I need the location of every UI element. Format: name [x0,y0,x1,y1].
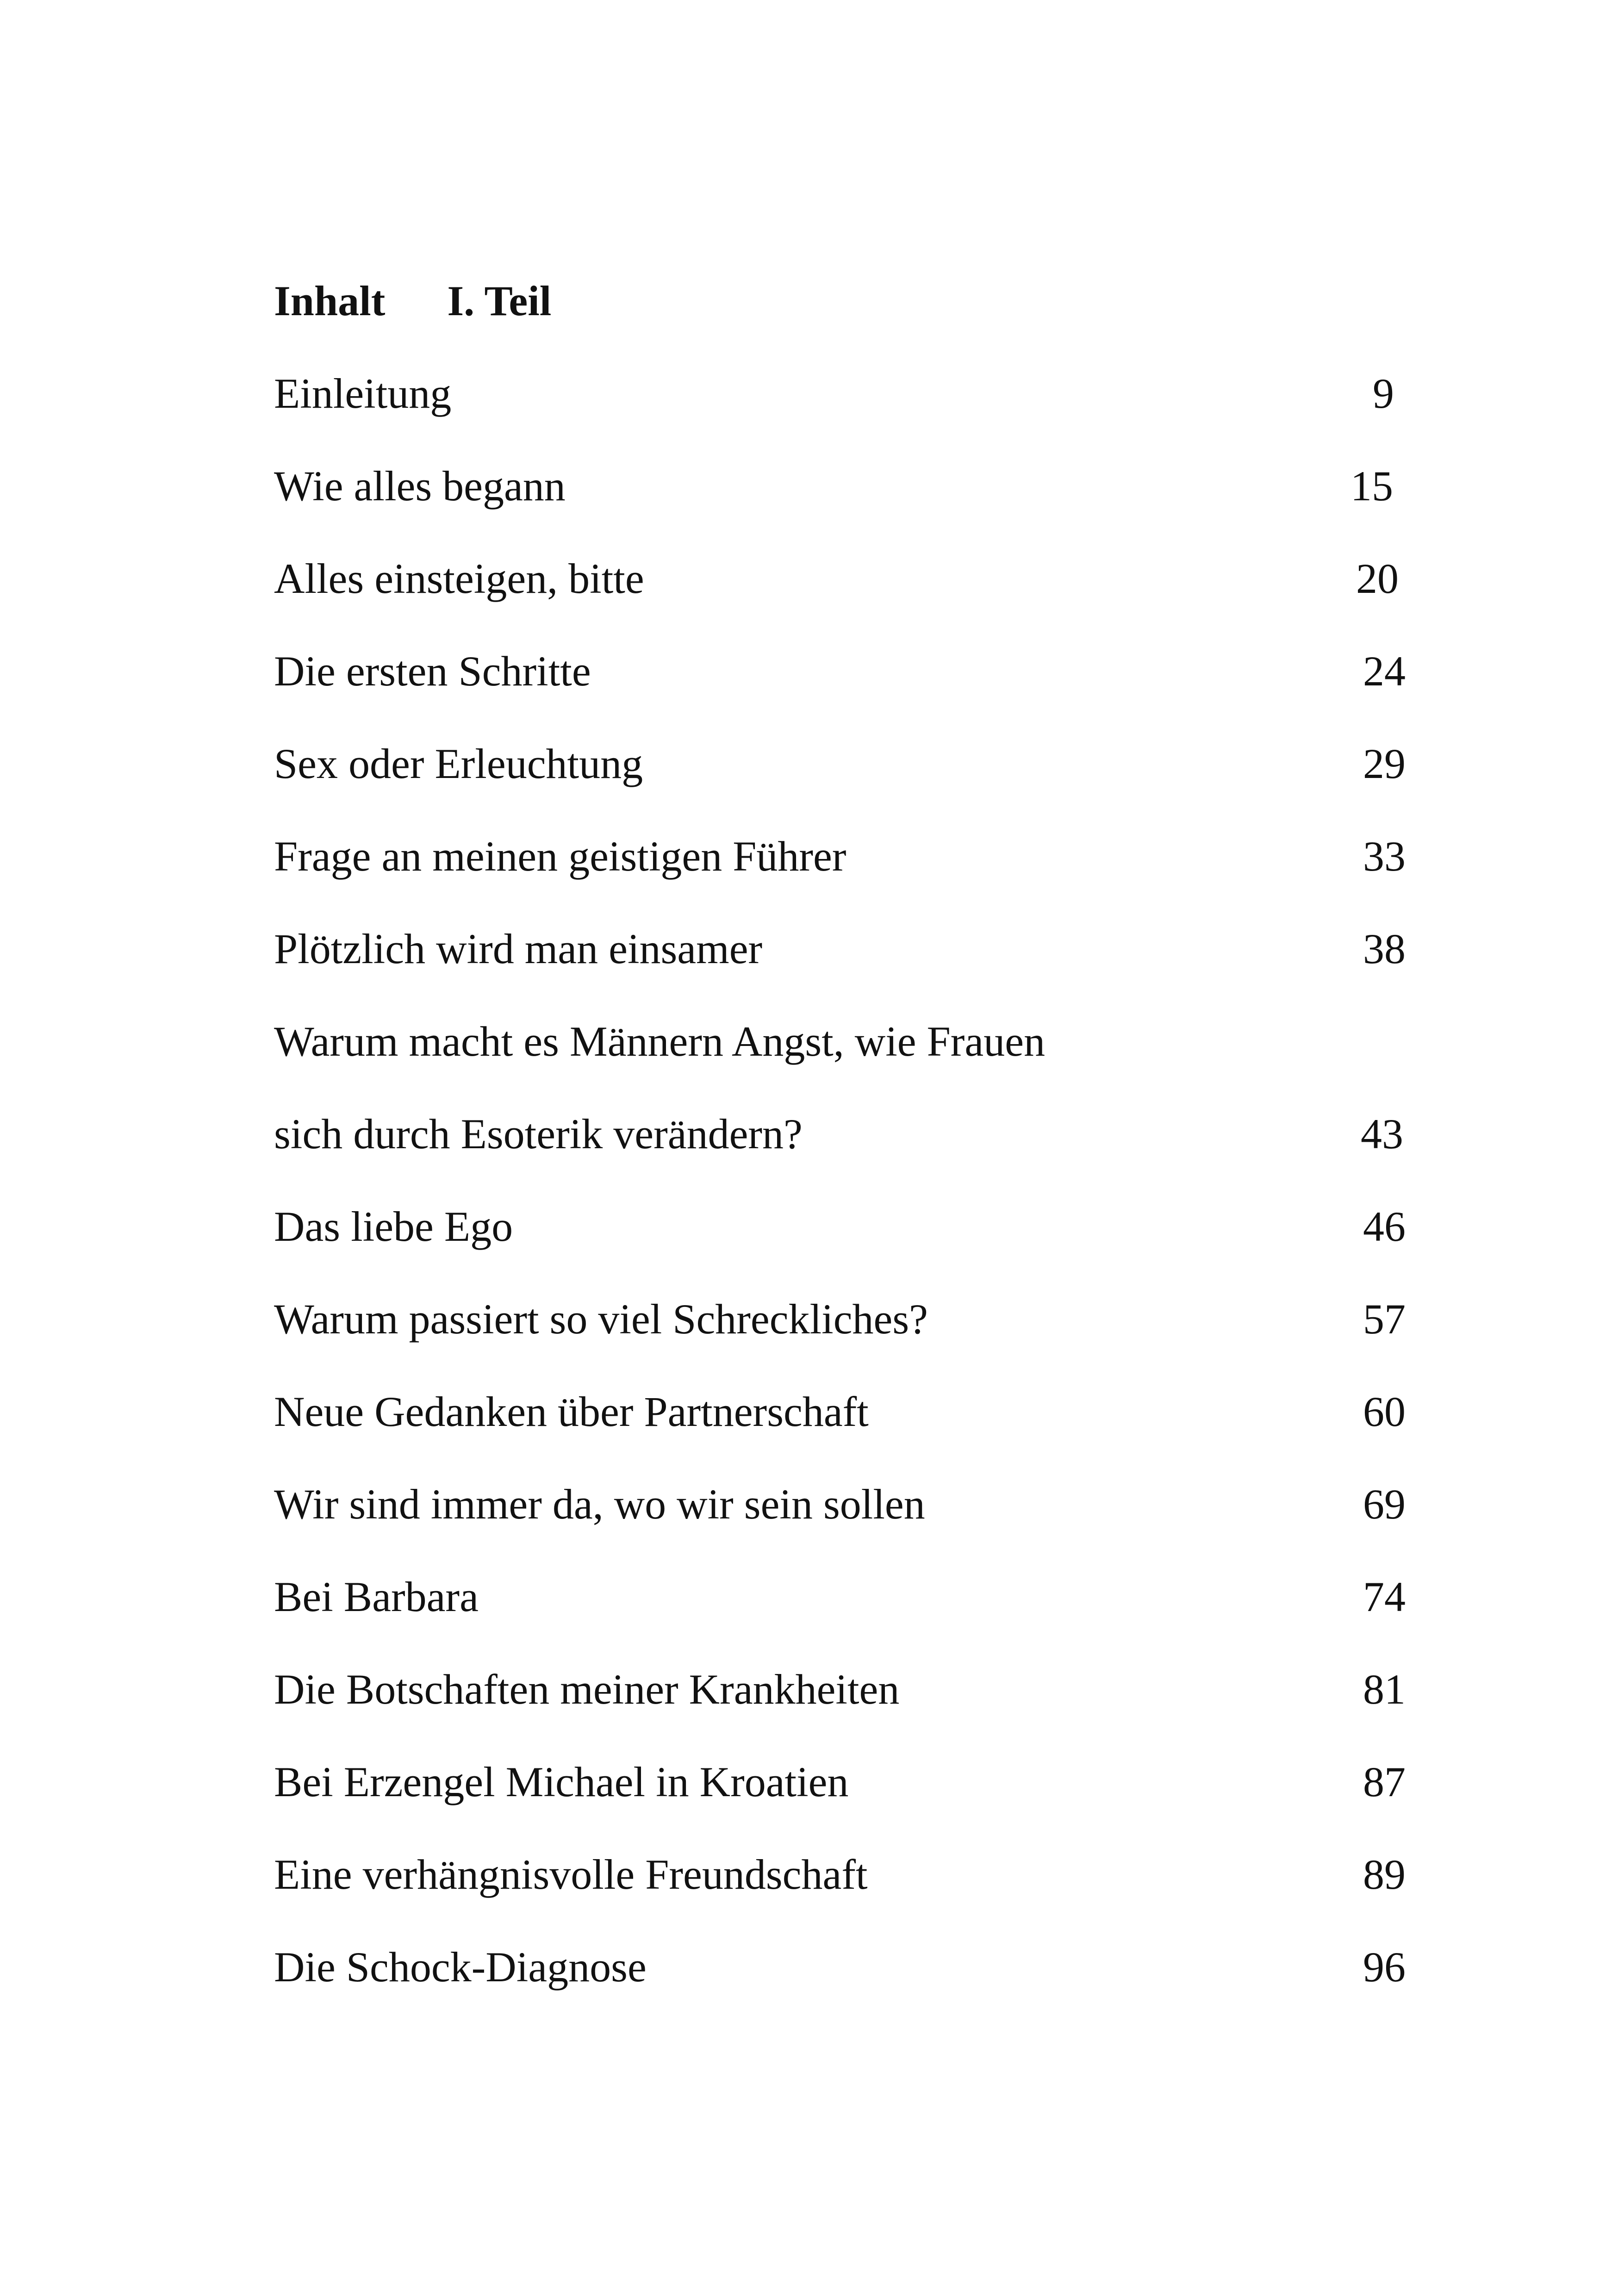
toc-entry-title: Bei Barbara [274,1573,479,1620]
toc-entry [274,1571,1406,1664]
toc-heading [274,275,551,326]
toc-entry-title: Sex oder Erleuchtung [274,740,643,787]
toc-entry-title: sich durch Esoterik verändern? [274,1110,803,1157]
toc-entry-page: 15 [1350,462,1393,510]
toc-entry-page: 20 [1356,555,1399,602]
heading-part: I. Teil [447,277,552,324]
toc-entry-title: Die Schock-Diagnose [274,1943,647,1991]
toc-entry-title: Alles einsteigen, bitte [274,555,644,602]
heading-label: Inhalt [274,277,386,324]
toc-entry-page: 87 [1363,1758,1406,1805]
toc-entry-title: Frage an meinen geistigen Führer [274,833,846,880]
toc-entry-title: Warum macht es Männern Angst, wie Frauen [274,1018,1045,1065]
toc-entry-title: Bei Erzengel Michael in Kroatien [274,1758,849,1805]
toc-entry [274,831,1406,923]
toc-entry-title: Plötzlich wird man einsamer [274,925,763,972]
toc-entry [274,738,1406,831]
toc-entry-title: Wie alles begann [274,462,566,510]
toc-entry-page: 57 [1363,1295,1406,1343]
toc-entry-page: 96 [1363,1943,1406,1991]
toc-entry [274,1664,1406,1756]
table-of-contents [274,368,1406,2034]
toc-entry-page: 38 [1363,925,1406,972]
toc-entry-title: Eine verhängnisvolle Freundschaft [274,1851,868,1898]
toc-entry-title: Einleitung [274,370,452,417]
toc-entry-title: Die Botschaften meiner Krankheiten [274,1666,900,1713]
toc-entry [274,646,1406,738]
toc-entry-title: Neue Gedanken über Partnerschaft [274,1388,869,1435]
toc-entry-page: 89 [1363,1851,1406,1898]
toc-entry-page: 69 [1363,1481,1406,1528]
toc-entry [274,1386,1406,1479]
toc-entry-page: 74 [1363,1573,1406,1620]
toc-entry [274,553,1399,646]
toc-entry [274,1756,1406,1849]
toc-entry-page: 60 [1363,1388,1406,1435]
toc-entry-page: 46 [1363,1203,1406,1250]
toc-entry-page: 9 [1373,370,1394,417]
toc-entry [274,1294,1406,1386]
toc-entry-page: 29 [1363,740,1406,787]
toc-entry-title: Die ersten Schritte [274,647,591,695]
toc-entry [274,1108,1403,1201]
toc-entry-title: Warum passiert so viel Schreckliches? [274,1295,928,1343]
toc-entry-page: 24 [1363,647,1406,695]
toc-entry-page: 81 [1363,1666,1406,1713]
toc-entry [274,460,1393,553]
toc-entry [274,1479,1406,1571]
toc-entry-page: 33 [1363,833,1406,880]
toc-entry [274,923,1406,1016]
toc-entry [274,1016,1292,1108]
toc-entry-title: Wir sind immer da, wo wir sein sollen [274,1481,925,1528]
toc-entry [274,1201,1406,1294]
toc-entry [274,1849,1406,1941]
toc-entry [274,1941,1406,2034]
toc-entry-page: 43 [1361,1110,1403,1157]
toc-entry [274,368,1394,460]
toc-entry-title: Das liebe Ego [274,1203,513,1250]
